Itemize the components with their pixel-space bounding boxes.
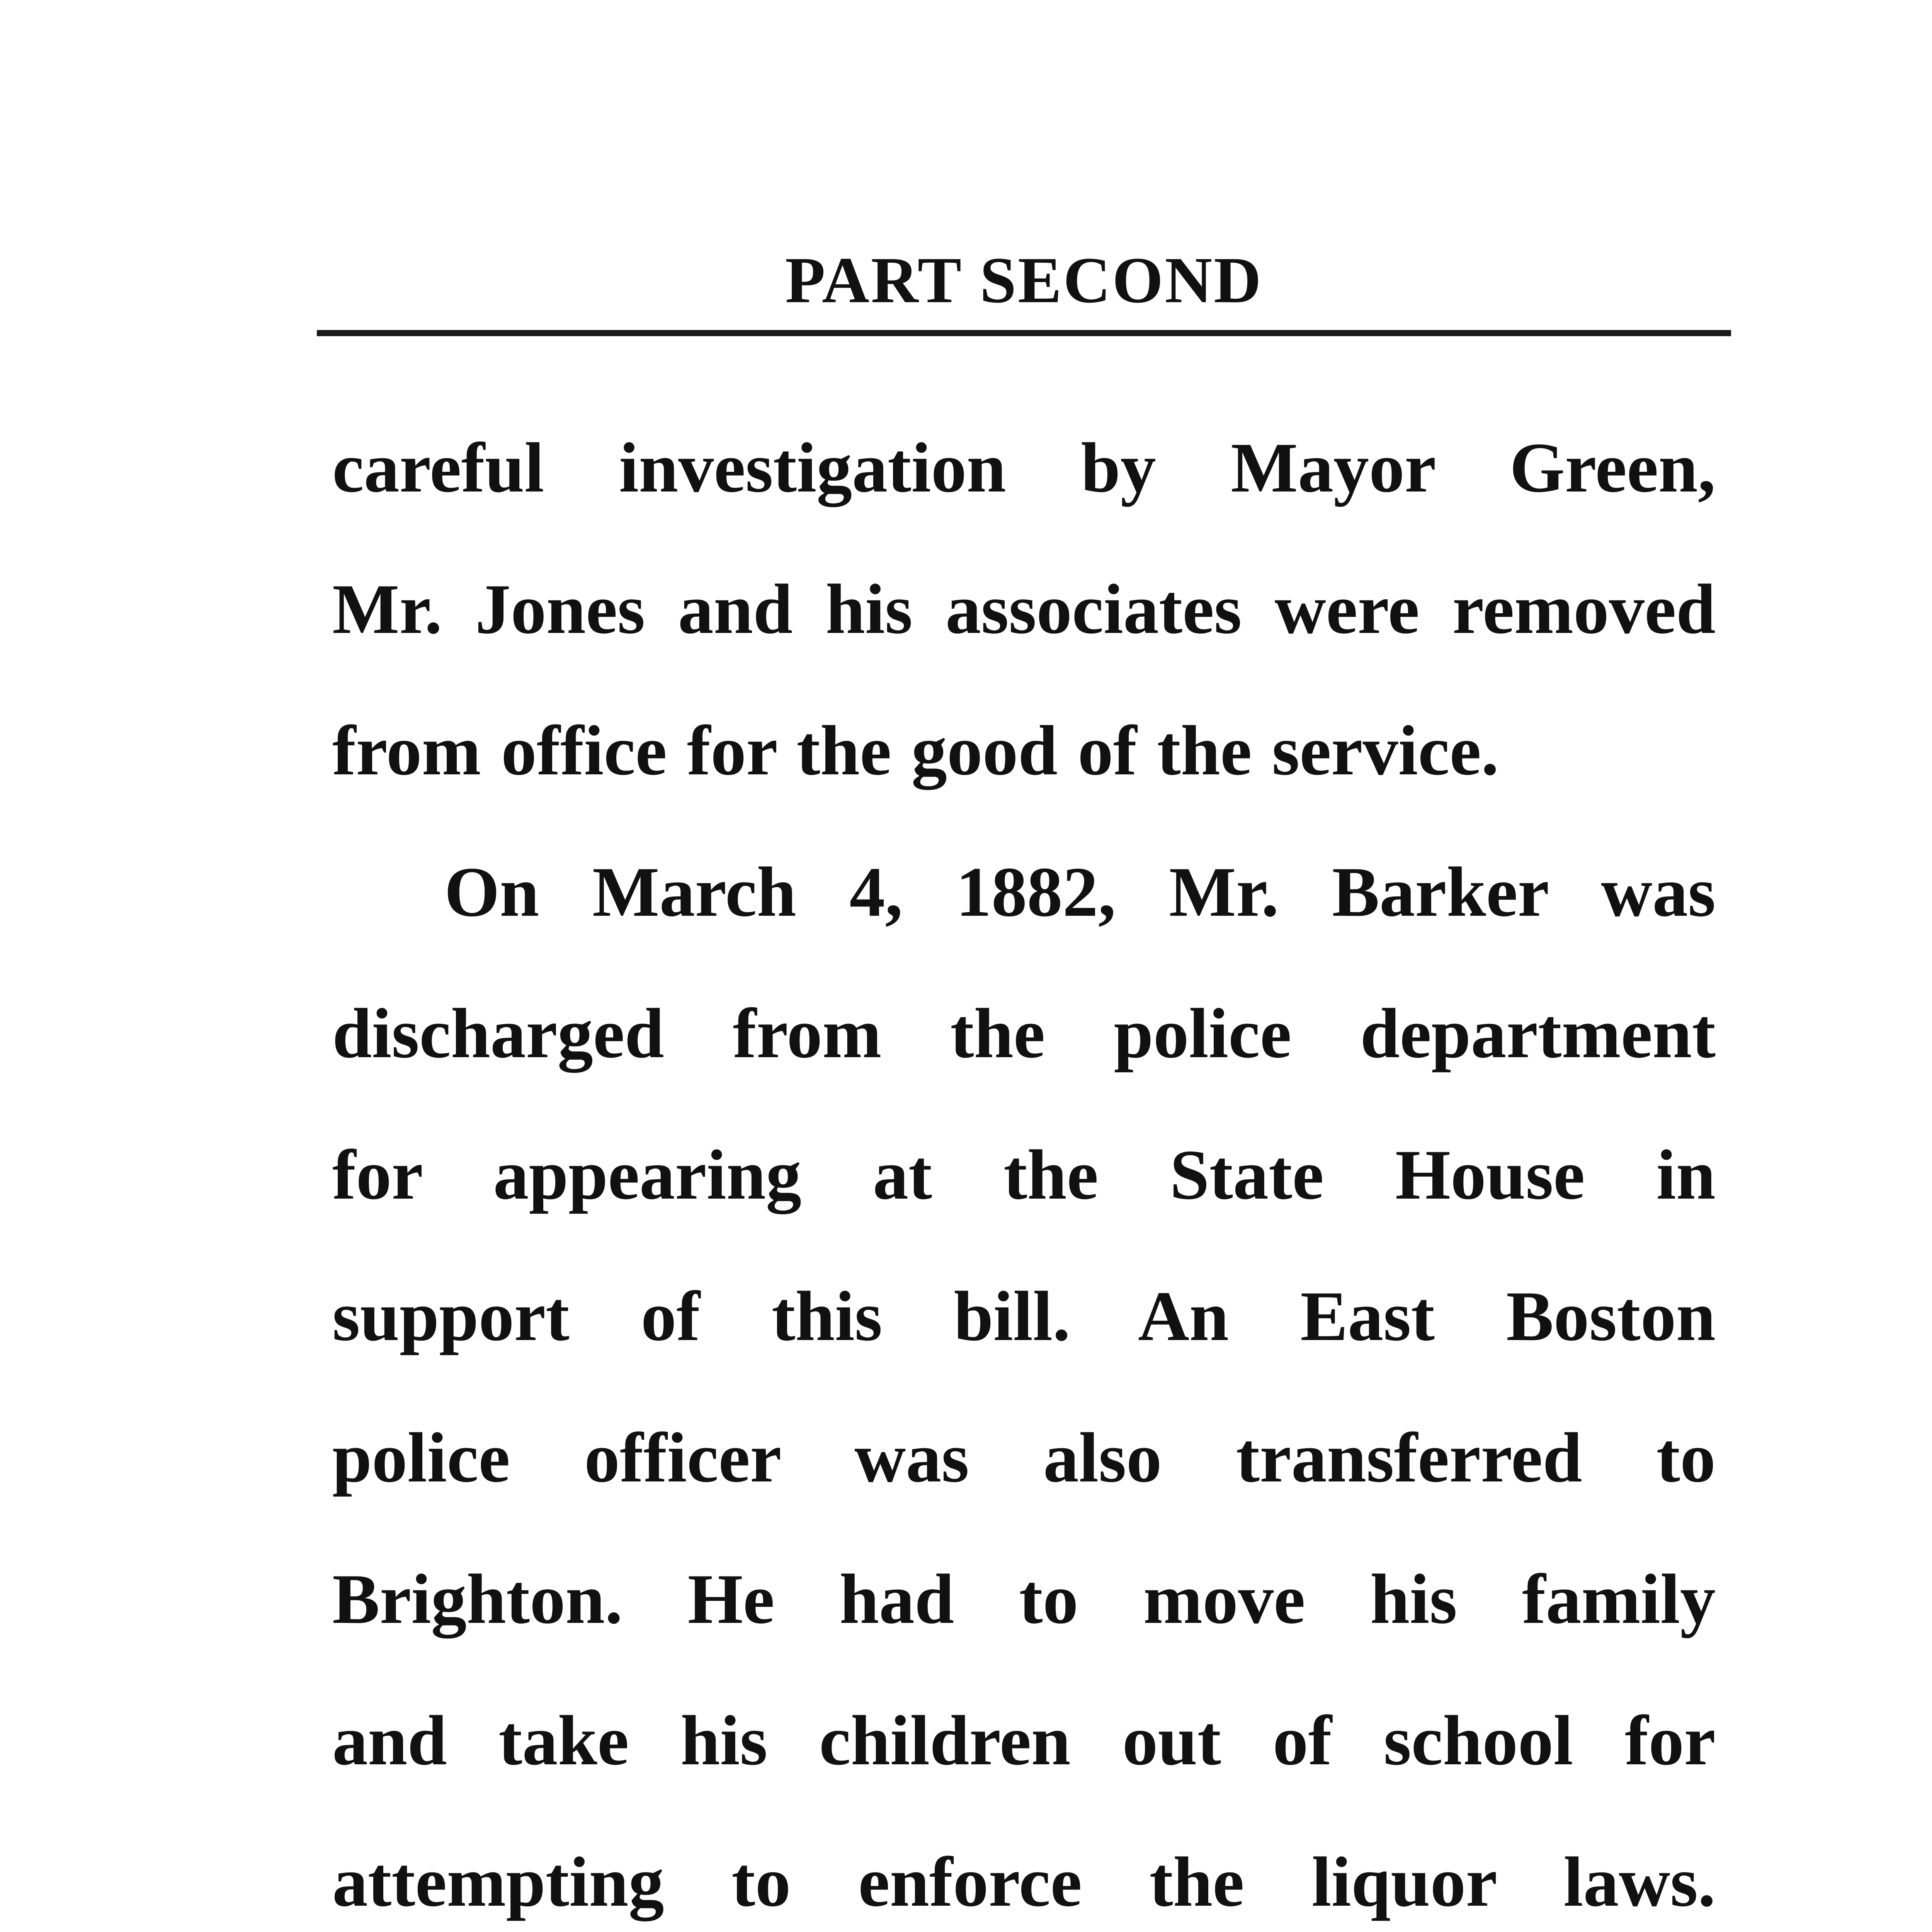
text-line: attempting to enforce the liquor laws. (332, 1842, 1716, 1921)
body-text (332, 429, 1716, 1932)
text-line: discharged from the police department (332, 994, 1716, 1073)
text-line: support of this bill. An East Boston (332, 1277, 1716, 1355)
text-line: On March 4, 1882, Mr. Barker was (444, 852, 1716, 931)
header-rule (317, 330, 1731, 336)
text-line: and take his children out of school for (332, 1701, 1716, 1780)
text-line: police officer was also transferred to (332, 1418, 1716, 1497)
text-line: careful investigation by Mayor Green, (332, 428, 1716, 507)
text-line: Brighton. He had to move his family (332, 1560, 1716, 1638)
text-line: Mr. Jones and his associates were removed (332, 570, 1716, 648)
text-line: from office for the good of the service. (332, 711, 1499, 790)
running-head: PART SECOND (785, 244, 1263, 316)
text-line: for appearing at the State House in (332, 1135, 1716, 1214)
